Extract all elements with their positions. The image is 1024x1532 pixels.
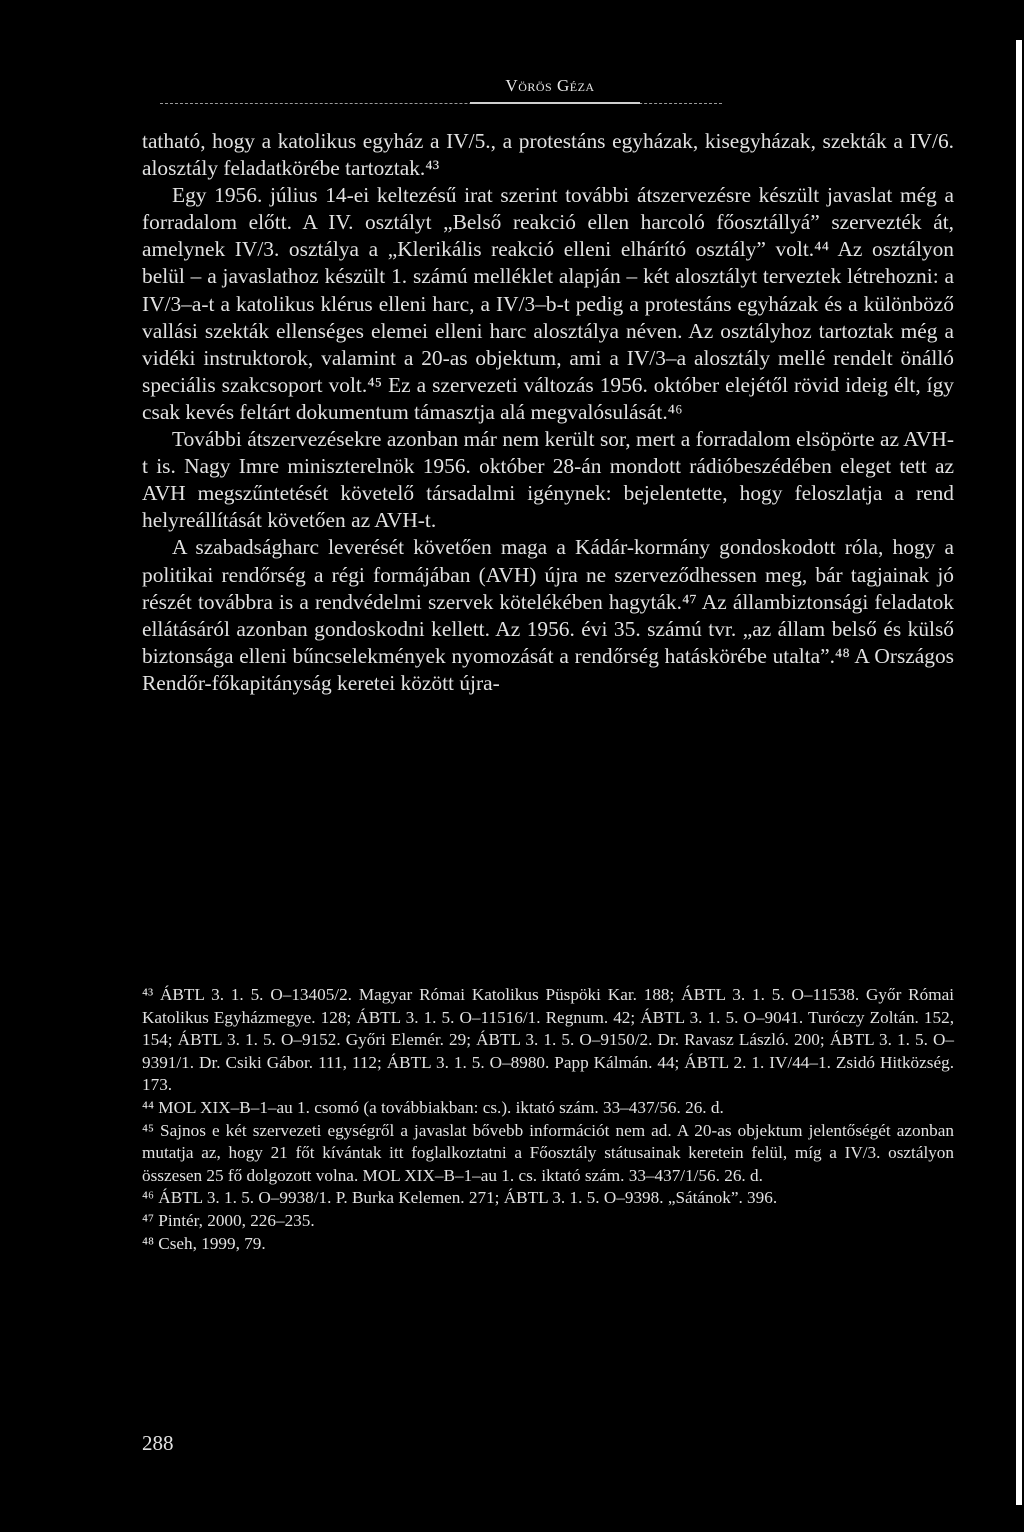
header-rule-accent [470,102,640,104]
paragraph: A szabadságharc leverését követően maga a Kádár-kormány gondoskodott róla, hogy a politikai rendőrség a régi formájában (AVH) újra ne szerveződhessen meg, bár tagjainak jó részét továbbra is a rendvédelmi szervek kötelékében hagyták.⁴⁷ Az állambiztonsági feladatok ellátásáról azonban gondoskodni kellett. Az 1956. évi 35. számú tvr. „az állam belső és külső biztonsága elleni bűncselekmények nyomozását a rendőrség hatáskörébe utalta”.⁴⁸ A Országos Rendőr-főkapitányság keretei között újra- [142,535,954,695]
footnote: ⁴⁵ Sajnos e két szervezeti egységről a javaslat bővebb információt nem ad. A 20-as objektum jelentőségét azonban mutatja az, hogy 21 főt kívántak itt foglalkoztatni a Főosztály státusainak keretein felül, míg a IV/3. osztályon összesen 25 fő dolgozott volna. MOL XIX–B–1–au 1. cs. iktató szám. 33–437/1/56. 26. d. [142,1120,954,1185]
main-text [142,128,954,697]
footnote: ⁴³ ÁBTL 3. 1. 5. O–13405/2. Magyar Római Katolikus Püspöki Kar. 188; ÁBTL 3. 1. 5. O–11538. Győr Római Katolikus Egyházmegye. 128; ÁBTL 3. 1. 5. O–11516/1. Regnum. 42; ÁBTL 3. 1. 5. O–9041. Turóczy Zoltán. 152, 154; ÁBTL 3. 1. 5. O–9152. Győri Elemér. 29; ÁBTL 3. 1. 5. O–9150/2. Dr. Ravasz László. 200; ÁBTL 3. 1. 5. O–9391/1. Dr. Csiki Gábor. 111, 112; ÁBTL 3. 1. 5. O–8980. Papp Kálmán. 44; ÁBTL 2. 1. IV/44–1. Zsidó Hitközség. 173. [142,985,954,1095]
paragraph: További átszervezésekre azonban már nem került sor, mert a forradalom elsöpörte az AVH-t is. Nagy Imre miniszterelnök 1956. október 28-án mondott rádióbeszédében eleget tett az AVH megszűntetését követelő társadalmi igénynek: bejelentette, hogy feloszlatja a rend helyreállítását követően az AVH-t. [142,427,954,533]
paragraph: Egy 1956. július 14-ei keltezésű irat szerint további átszervezésre készült javaslat még a forradalom előtt. A IV. osztályt „Belső reakció ellen harcoló főosztállyá” szervezték át, amelynek IV/3. osztálya a „Klerikális reakció elleni elhárító osztály” volt.⁴⁴ Az osztályon belül – a javaslathoz készült 1. számú melléklet alapján – két alosztályt terveztek létrehozni: a IV/3–a-t a katolikus klérus elleni harc, a IV/3–b-t pedig a protestáns egyházak és a különböző vallási szekták ellenséges elemei elleni harc alosztálya néven. Az osztályhoz tartoztak még a vidéki instruktorok, valamint a 20-as objektum, ami a IV/3–a alosztály mellé rendelt önálló speciális szakcsoport volt.⁴⁵ Ez a szervezeti változás 1956. október elejétől rövid ideig élt, így csak kevés feltárt dokumentum támasztja alá megvalósulását.⁴⁶ [142,183,954,424]
paragraph: tatható, hogy a katolikus egyház a IV/5., a protestáns egyházak, kisegyházak, szekták a IV/6. alosztály feladatkörébe tartoztak.⁴³ [142,129,954,181]
footnote: ⁴⁴ MOL XIX–B–1–au 1. csomó (a továbbiakban: cs.). iktató szám. 33–437/56. 26. d. [142,1097,724,1117]
footnote: ⁴⁷ Pintér, 2000, 226–235. [142,1210,315,1230]
footnotes [142,984,954,1255]
footnote: ⁴⁶ ÁBTL 3. 1. 5. O–9938/1. P. Burka Kelemen. 271; ÁBTL 3. 1. 5. O–9398. „Sátánok”. 396. [142,1188,778,1208]
page-edge-bar [1016,40,1022,1505]
page-number: 288 [142,1431,174,1455]
running-head: Vörös Géza [505,76,595,95]
footnote: ⁴⁸ Cseh, 1999, 79. [142,1233,266,1253]
